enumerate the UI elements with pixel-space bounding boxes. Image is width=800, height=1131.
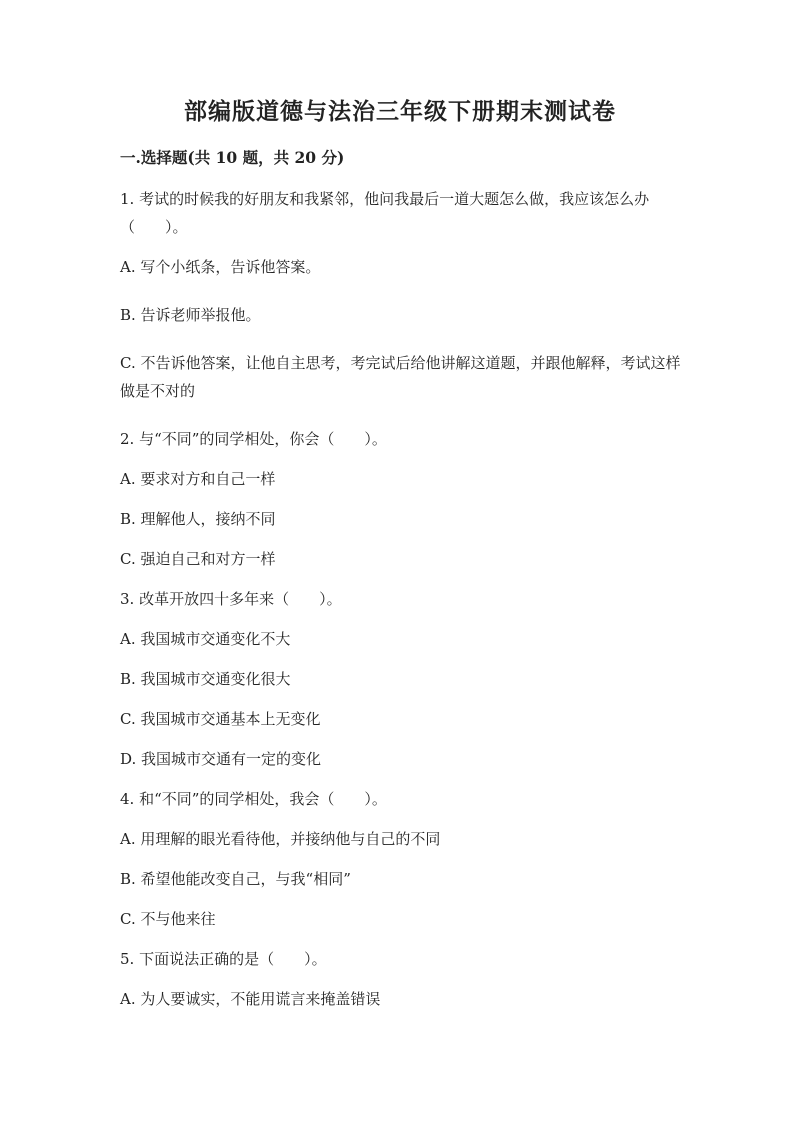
option-c: C. 我国城市交通基本上无变化 [120,710,321,728]
question-text: 1. 考试的时候我的好朋友和我紧邻，他问我最后一道大题怎么做，我应该怎么办（ ）。 [120,190,650,236]
question-5 [120,945,685,1013]
option-c: C. 不与他来往 [120,910,216,928]
option-a: A. 用理解的眼光看待他，并接纳他与自己的不同 [120,830,441,848]
option-a: A. 我国城市交通变化不大 [120,630,291,648]
question-1 [120,185,685,405]
option-c: C. 强迫自己和对方一样 [120,550,276,568]
option-a: A. 写个小纸条，告诉他答案。 [120,258,321,276]
option-c: C. 不告诉他答案，让他自主思考，考完试后给他讲解这道题，并跟他解释，考试这样做是不对的 [120,354,681,400]
option-a: A. 要求对方和自己一样 [120,470,276,488]
section-header: 一.选择题(共 10 题，共 20 分) [120,148,345,167]
question-2 [120,425,685,573]
question-text: 4. 和“不同”的同学相处，我会（ ）。 [120,790,387,808]
option-b: B. 我国城市交通变化很大 [120,670,291,688]
option-b: B. 希望他能改变自己，与我“相同” [120,870,351,888]
question-text: 2. 与“不同”的同学相处，你会（ ）。 [120,430,387,448]
option-b: B. 告诉老师举报他。 [120,306,261,324]
option-a: A. 为人要诚实，不能用谎言来掩盖错误 [120,990,381,1008]
question-text: 5. 下面说法正确的是（ ）。 [120,950,327,968]
question-3 [120,585,685,773]
option-b: B. 理解他人，接纳不同 [120,510,276,528]
question-list [120,185,685,1025]
page-title: 部编版道德与法治三年级下册期末测试卷 [184,98,616,125]
question-4 [120,785,685,933]
question-text: 3. 改革开放四十多年来（ ）。 [120,590,342,608]
option-d: D. 我国城市交通有一定的变化 [120,750,322,768]
